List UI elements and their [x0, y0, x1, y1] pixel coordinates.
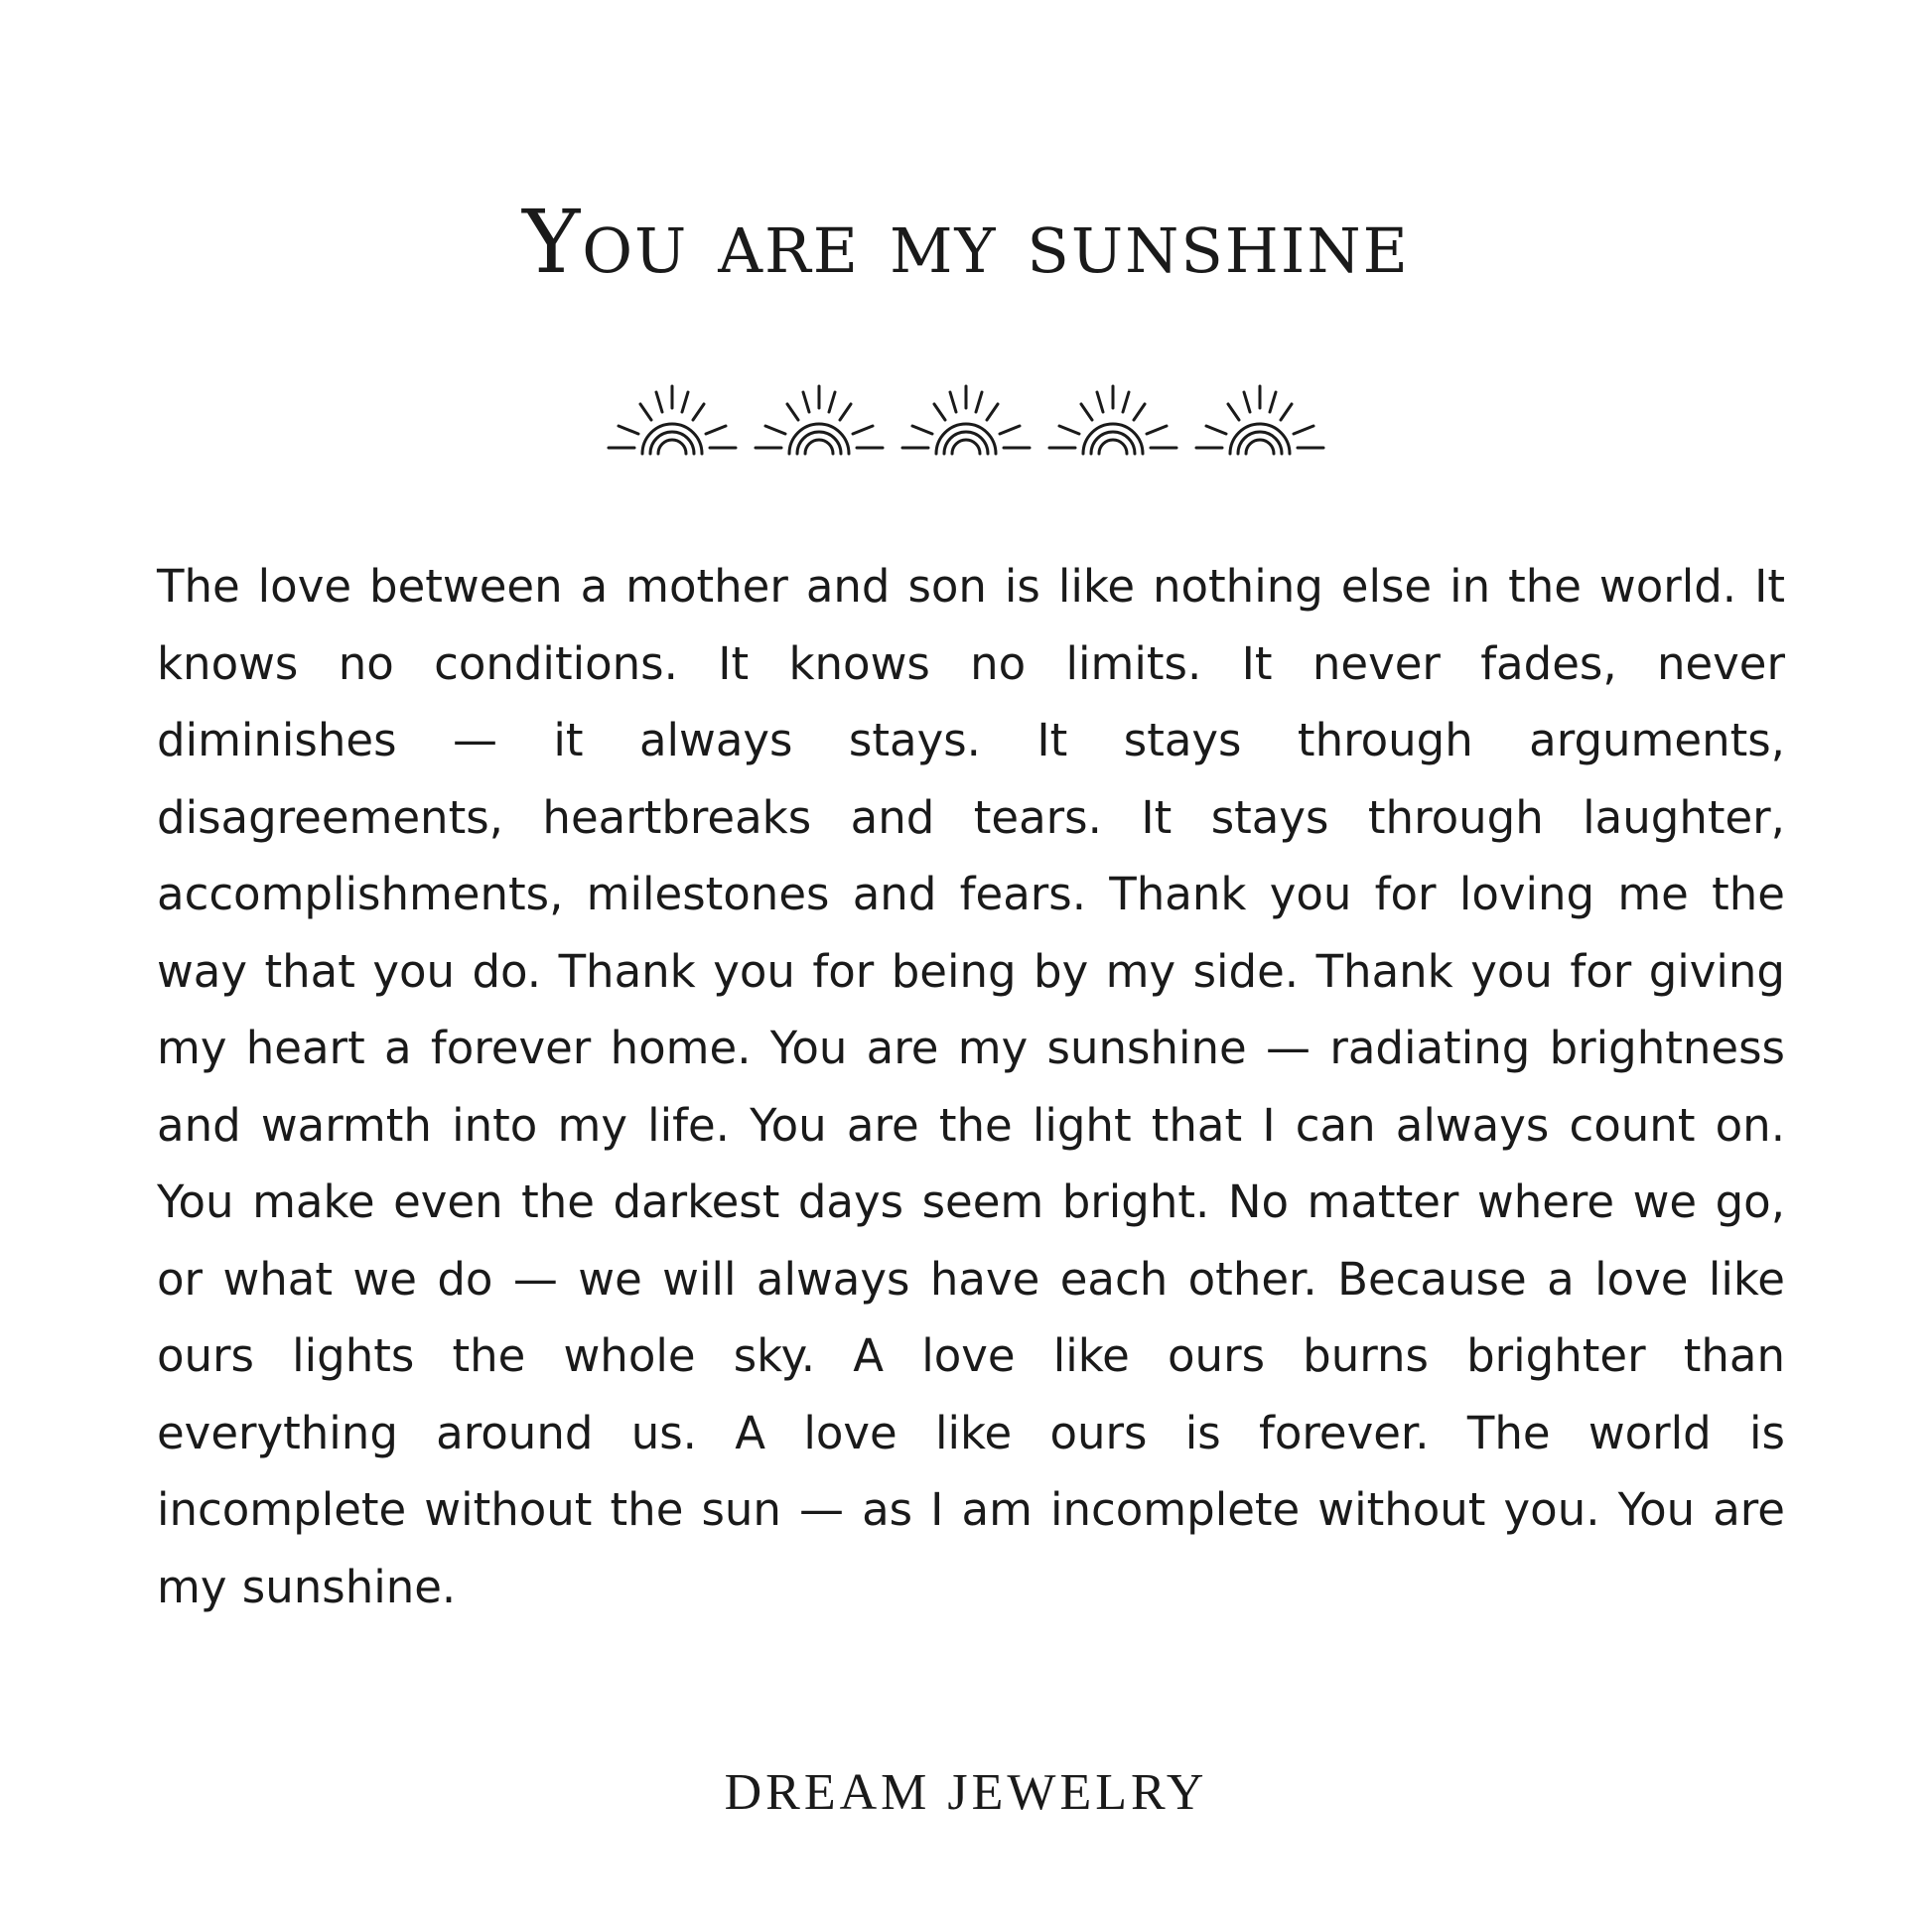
page-title: You are my sunshine: [522, 191, 1410, 293]
sunrise-icon: [605, 382, 740, 462]
brand-name: DREAM JEWELRY: [724, 1764, 1208, 1821]
sunrise-icon: [898, 382, 1034, 462]
sunrise-icon: [752, 382, 887, 462]
message-body: The love between a mother and son is like nothing else in the world. It knows no conditions. It knows no limits. It never fades, never diminishes — it always stays. It stays through arguments, disagreements, heartbreaks and tears. It stays through laughter, accomplishments, milestones and fears. Thank you for loving me the way that you do. Thank you for being by my side. Thank you for giving my heart a forever home. You are my sunshine — radiating brightness and warmth into my life. You are the light that I can always count on. You make even the darkest days seem bright. No matter where we go, or what we do — we will always have each other. Because a love like ours lights the whole sky. A love like ours burns brighter than everything around us. A love like ours is forever. The world is incomplete without the sun — as I am incomplete without you. You are my sunshine.: [157, 560, 1785, 1613]
sunrise-icon: [1045, 382, 1180, 462]
sunrise-divider: [0, 382, 1932, 462]
sunrise-icon: [1192, 382, 1327, 462]
